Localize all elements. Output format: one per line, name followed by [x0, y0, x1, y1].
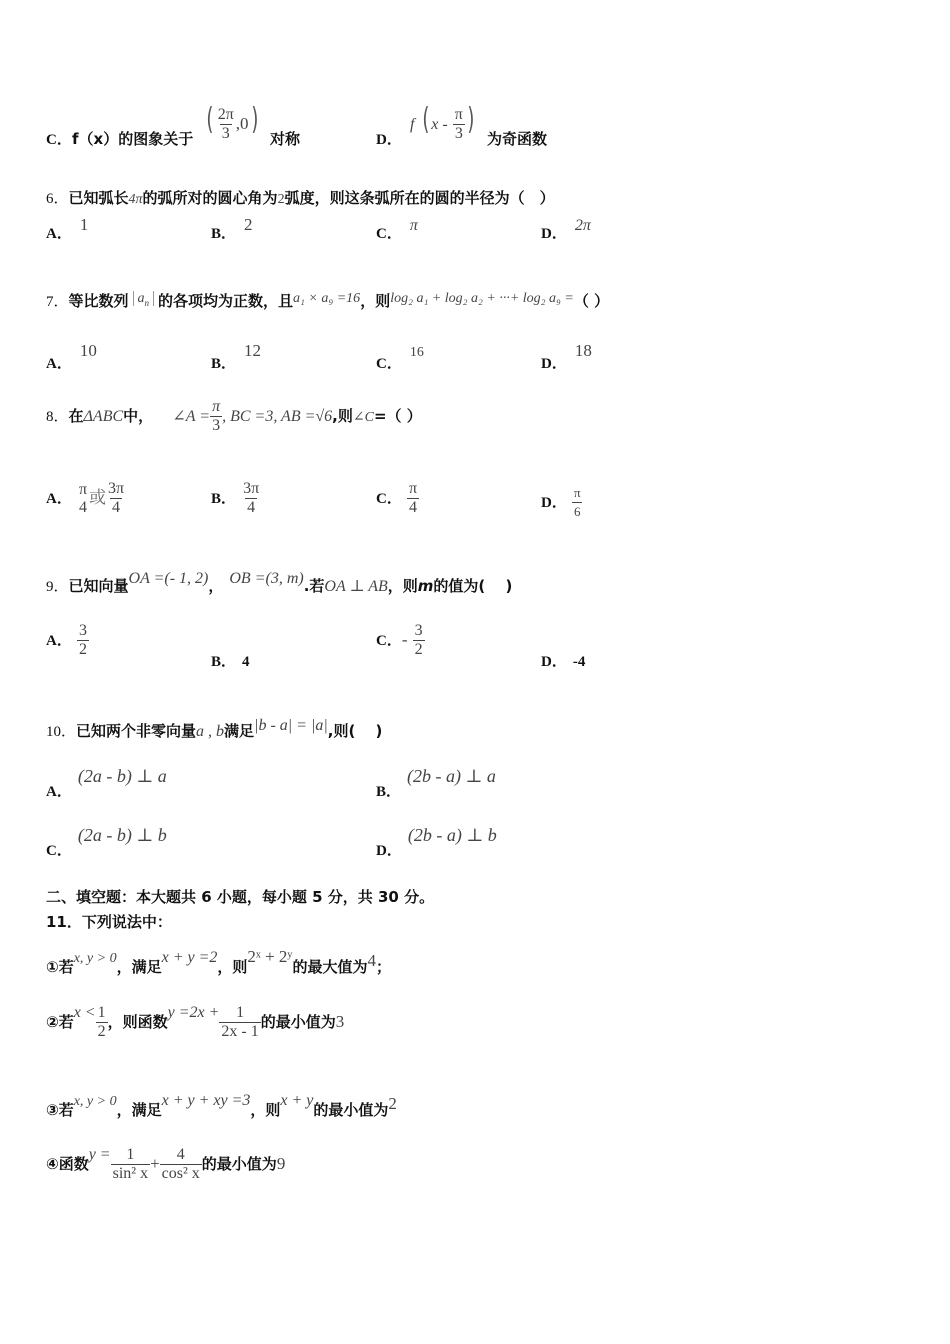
- q8-optA-n1: π: [78, 480, 88, 498]
- q5-optD-num: π: [454, 106, 463, 123]
- q9-optC-n: 3: [414, 622, 423, 639]
- q10-vecs: a , b: [196, 723, 225, 740]
- q9-text1: 已知向量: [68, 577, 129, 595]
- q5-optC-text2: 对称: [270, 130, 301, 148]
- q5-optD-f: f: [410, 116, 415, 133]
- q5-optC-math: ( $\frac{2\pi}{3}$ ,0): [206, 102, 258, 142]
- q8-angleA: ∠A =: [172, 408, 211, 425]
- q6-optB-value: 2: [244, 215, 253, 234]
- q9-m: m: [417, 577, 434, 595]
- q11-s2-n: 1: [97, 1004, 106, 1021]
- q11-s2-y: y =2x +: [167, 1004, 220, 1021]
- q10-text3: ,则( ): [327, 722, 383, 740]
- q9-number: 9．: [46, 579, 69, 595]
- q5-optD-x: x -: [431, 116, 448, 133]
- q11-s4-n1: 1: [126, 1146, 135, 1163]
- q11-s4-t: 的最小值为: [201, 1155, 277, 1173]
- q8-tri: ΔABC: [83, 408, 124, 425]
- q7-cond: a₁ × a₉ =16: [293, 291, 361, 306]
- q6-arc: 4π: [128, 192, 143, 207]
- q7-optA-label: A．: [46, 356, 72, 372]
- q8-optC-n: π: [408, 480, 418, 497]
- q7-number: 7．: [46, 294, 69, 310]
- q11-s4-n2: 4: [176, 1146, 185, 1163]
- q8-text1: 在: [68, 407, 84, 425]
- q5-optC-num: 2π: [217, 106, 234, 123]
- q6-optA: [46, 215, 89, 243]
- q7-optC-value: 16: [409, 345, 424, 360]
- q11-s1-cond: x, y > 0: [73, 951, 117, 966]
- q11-s3-cond: x, y > 0: [73, 1094, 117, 1109]
- q6-optC-value: π: [409, 217, 418, 234]
- q8-optD-d: 6: [573, 504, 581, 519]
- q11-s3-val: 2: [388, 1094, 397, 1113]
- q7-expr: log₂ a₁ + log₂ a₂ + ···+ log₂ a₉ =: [390, 291, 574, 306]
- q6-optA-value: 1: [79, 215, 89, 234]
- q11-s3-expr: x + y: [280, 1092, 314, 1109]
- q10-optA: [46, 766, 167, 800]
- q10-optD: [376, 825, 497, 859]
- q9-optD-label: D．: [541, 654, 567, 670]
- section2-heading: 二、填空题：本大题共 6 小题，每小题 5 分，共 30 分。: [46, 888, 435, 906]
- q11-s4-y: y =: [88, 1146, 111, 1163]
- q6-optC-label: C．: [376, 226, 402, 242]
- q9-ob: OB =(3, m): [229, 570, 304, 587]
- q11-s4-d1: sin² x: [112, 1165, 149, 1182]
- q7-optB-value: 12: [244, 341, 262, 360]
- q11-s1-val: 4: [367, 951, 376, 970]
- q5-optC-tail: ,0: [235, 114, 249, 133]
- q5-optD-label: D．: [376, 132, 402, 148]
- q8-text3: ,则: [332, 407, 353, 425]
- q7-optA: [46, 340, 97, 372]
- q11-s4: [46, 1146, 285, 1183]
- q8-optB-n: 3π: [243, 480, 260, 497]
- q8-optD: [541, 484, 583, 521]
- q6-optA-label: A．: [46, 226, 72, 242]
- q11-s2-mark: ②若: [46, 1013, 74, 1031]
- q5-optD-den: 3: [454, 125, 463, 142]
- q11-s4-mark: ④函数: [46, 1155, 89, 1173]
- q9-oa: OA =(- 1, 2): [128, 570, 209, 587]
- q9-text4: 的值为( ): [433, 577, 513, 595]
- q9-perp: OA ⊥ AB: [324, 578, 388, 595]
- q8-angleC: ∠C: [352, 410, 374, 425]
- q10-optD-label: D．: [376, 843, 402, 859]
- q10-text2: 满足: [224, 722, 255, 740]
- q6-text2: 的弧所对的圆心角为: [142, 189, 278, 207]
- q8-optD-label: D．: [541, 495, 567, 511]
- q7-optD-label: D．: [541, 356, 567, 372]
- q5-optC-den: 3: [221, 125, 230, 142]
- q11-s1-t3: 的最大值为: [292, 958, 368, 976]
- q11-s3-t2: ，则: [250, 1101, 281, 1119]
- q9-optA-n: 3: [78, 622, 87, 639]
- q11-s2-fd: 2x - 1: [221, 1023, 259, 1040]
- q8-optC-label: C．: [376, 491, 402, 507]
- q11-s1-expr: 2ˣ + 2ʸ: [247, 947, 293, 966]
- q8-optA-n2: 3π: [108, 480, 125, 497]
- q6-optC: [376, 217, 418, 243]
- q7-optD: [541, 340, 592, 372]
- q8-number: 8．: [46, 409, 69, 425]
- q6-angle: 2: [277, 192, 285, 207]
- q8-pi: π: [212, 398, 221, 415]
- q11-s2-t2: 的最小值为: [260, 1013, 336, 1031]
- q9-text3: ，则: [387, 577, 418, 595]
- q8-optB: [211, 480, 261, 517]
- q10-optC-value: (2a - b) ⊥ b: [77, 825, 167, 845]
- q7-seq-sub: n: [144, 297, 150, 308]
- q7-seq: a: [137, 291, 145, 306]
- q7-text1: 等比数列: [68, 292, 129, 310]
- q11-s2-d: 2: [97, 1023, 106, 1040]
- q5-optC-label: C．: [46, 132, 72, 148]
- q7-optD-value: 18: [574, 341, 592, 360]
- q6-optD: [541, 217, 591, 243]
- q9-optC: [376, 622, 425, 659]
- q5-optD-text: 为奇函数: [487, 130, 548, 148]
- q5-optD-math: f ( x - $\frac{\pi}{3}$ ): [410, 102, 475, 142]
- q11-s2: [46, 1004, 344, 1041]
- q11-s3-eq: x + y + xy =3: [161, 1092, 251, 1109]
- q7-optC-label: C．: [376, 356, 402, 372]
- q8-optB-d: 4: [247, 499, 256, 516]
- q7-optC: [376, 340, 424, 372]
- q11-s1-mark: ①若: [46, 958, 74, 976]
- q7-optB-label: B．: [211, 356, 237, 372]
- q11-s1: [46, 947, 391, 977]
- q9-optB-label: B．: [211, 654, 237, 670]
- q10-optC-label: C．: [46, 843, 72, 859]
- q10-optA-value: (2a - b) ⊥ a: [77, 766, 167, 786]
- q9-optC-d: 2: [414, 641, 423, 658]
- q7-text2: 的各项均为正数，且: [158, 292, 294, 310]
- q6-stem: [46, 187, 555, 208]
- q9-stem: [46, 570, 513, 596]
- q11-s3-t3: 的最小值为: [313, 1101, 389, 1119]
- q9-optA-label: A．: [46, 633, 72, 649]
- q7-text3: ，则: [360, 292, 391, 310]
- q9-text2: .若: [303, 577, 325, 595]
- q10-text1: 已知两个非零向量: [76, 722, 197, 740]
- q9-optB-value: 4: [242, 654, 250, 670]
- q11-s3-t1: ，满足: [116, 1101, 162, 1119]
- q11-s1-end: ；: [375, 958, 391, 976]
- q9-comma: ，: [208, 577, 224, 595]
- q11-s4-plus: +: [150, 1154, 160, 1173]
- q9-optA: [46, 622, 89, 659]
- q6-optB-label: B．: [211, 226, 237, 242]
- q8-optC-d: 4: [408, 499, 417, 516]
- q9-optC-label: C．: [376, 633, 402, 649]
- q8-optA: [46, 480, 126, 517]
- q6-number: 6．: [46, 191, 69, 207]
- q11-s4-val: 9: [276, 1154, 286, 1173]
- q11-s1-t2: ，则: [217, 958, 248, 976]
- q7-stem: [46, 290, 609, 312]
- q10-optB: [376, 766, 496, 800]
- q8-three: 3: [212, 417, 221, 434]
- q11-s3-mark: ③若: [46, 1101, 74, 1119]
- q11-title: 11．下列说法中：: [46, 913, 172, 931]
- q8-optC: [376, 480, 419, 517]
- q5-optC-text: f（x）的图象关于: [72, 130, 194, 148]
- q10-optD-value: (2b - a) ⊥ b: [407, 825, 497, 845]
- q10-optB-label: B．: [376, 784, 402, 800]
- q8-stem: [46, 398, 422, 435]
- q11-s1-eq: x + y =2: [161, 949, 218, 966]
- q6-optB: [211, 215, 253, 243]
- q8-optA-label: A．: [46, 491, 72, 507]
- q9-optB: [211, 650, 250, 671]
- q11-s2-val: 3: [335, 1012, 345, 1031]
- q11-s3: [46, 1092, 397, 1120]
- q8-text4: =（ ）: [373, 407, 422, 425]
- q6-text3: 弧度，则这条弧所在的圆的半径为（ ）: [284, 189, 555, 207]
- q7-optB: [211, 340, 262, 372]
- q10-optC: [46, 825, 167, 859]
- q11-s1-t1: ，满足: [116, 958, 162, 976]
- q7-optA-value: 10: [79, 341, 97, 360]
- q6-text1: 已知弧长: [68, 189, 129, 207]
- q8-optD-n: π: [573, 485, 581, 500]
- q11-s2-t1: ，则函数: [107, 1013, 168, 1031]
- q8-optA-d2: 4: [112, 499, 121, 516]
- q8-optA-d1: 4: [78, 498, 87, 516]
- q10-stem: [46, 717, 383, 741]
- q8-rest: , BC =3, AB =√6: [222, 408, 333, 425]
- q8-text2: 中，: [123, 407, 154, 425]
- q11-s2-x: x <: [73, 1004, 96, 1021]
- q7-text4: （ ）: [573, 292, 610, 310]
- q10-optA-label: A．: [46, 784, 72, 800]
- q10-cond: |b - a| = |a|: [254, 717, 328, 734]
- q9-optD: [541, 650, 585, 671]
- q10-number: 10．: [46, 724, 77, 740]
- q6-optD-value: 2π: [574, 217, 591, 234]
- q8-optA-or: 或: [89, 488, 107, 507]
- q9-optC-sign: -: [401, 630, 408, 649]
- q8-optB-label: B．: [211, 491, 237, 507]
- q9-optA-d: 2: [78, 641, 87, 658]
- q10-optB-value: (2b - a) ⊥ a: [407, 766, 496, 786]
- q6-optD-label: D．: [541, 226, 567, 242]
- q11-s4-d2: cos² x: [161, 1165, 200, 1182]
- q9-optD-value: -4: [572, 654, 586, 670]
- q11-s2-fn: 1: [236, 1004, 245, 1021]
